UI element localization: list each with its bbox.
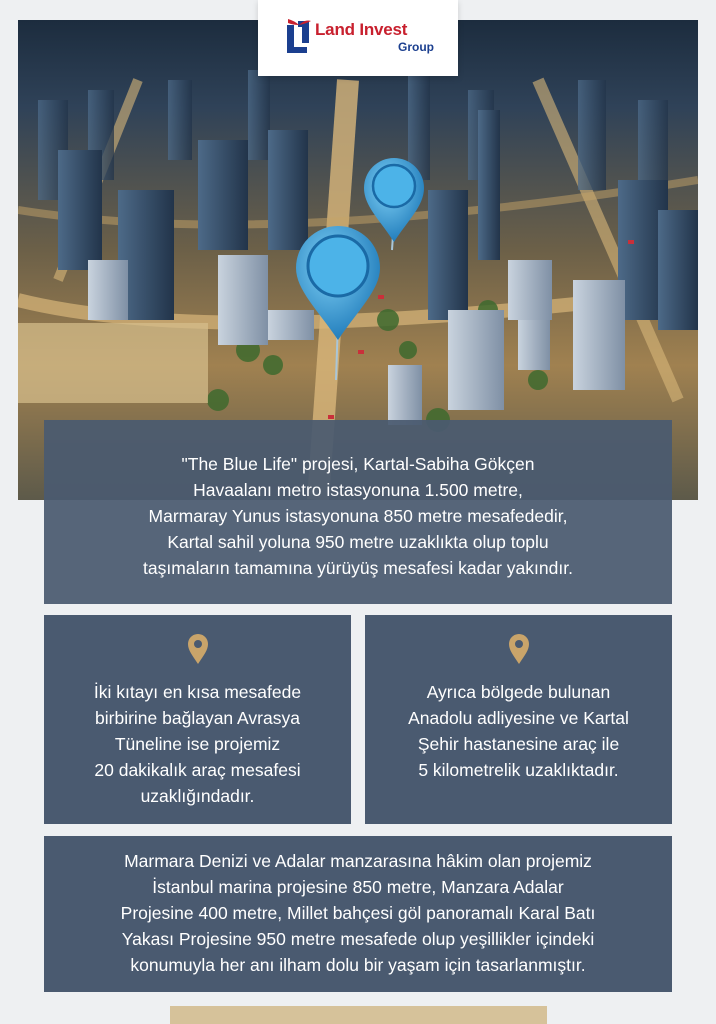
logo-title: Land Invest bbox=[315, 20, 408, 39]
location-pin-icon bbox=[187, 633, 209, 665]
logo-subtitle: Group bbox=[398, 40, 434, 54]
land-invest-logo-icon bbox=[285, 19, 311, 53]
card-text-line: Ayrıca bölgede bulunan bbox=[426, 682, 611, 702]
card-text-line: konumuyla her anı ilham dolu bir yaşam için tasarlanmıştır. bbox=[130, 955, 586, 975]
card-text-line: taşımaların tamamına yürüyüş mesafesi kadar yakındır. bbox=[143, 558, 573, 578]
card-text-line: Kartal sahil yoluna 950 metre uzaklıkta olup toplu bbox=[167, 532, 549, 552]
info-card-hospital bbox=[365, 615, 672, 824]
card-text-line: 5 kilometrelik uzaklıktadır. bbox=[418, 760, 619, 780]
info-card-transport bbox=[44, 420, 672, 604]
card-text-line: Havaalanı metro istasyonuna 1.500 metre, bbox=[193, 480, 523, 500]
card-text-line: uzaklığındadır. bbox=[140, 786, 255, 806]
decorative-overlay bbox=[18, 323, 208, 403]
card-text-line: 20 dakikalık araç mesafesi bbox=[94, 760, 301, 780]
card-text-line: Tüneline ise projemiz bbox=[114, 734, 281, 754]
footer-accent-bar bbox=[170, 1006, 547, 1024]
card-text-line: Anadolu adliyesine ve Kartal bbox=[408, 708, 629, 728]
card-text-line: İki kıtayı en kısa mesafede bbox=[93, 682, 302, 702]
info-card-view bbox=[44, 836, 672, 992]
card-text-line: Şehir hastanesine araç ile bbox=[417, 734, 620, 754]
card-text-line: Yakası Projesine 950 metre mesafede olup yeşillikler içindeki bbox=[121, 929, 595, 949]
card-text-line: Marmaray Yunus istasyonuna 850 metre mesafededir, bbox=[148, 506, 568, 526]
card-text-line: "The Blue Life" projesi, Kartal-Sabiha Gökçen bbox=[181, 454, 535, 474]
card-text-line: Marmara Denizi ve Adalar manzarasına hâkim olan projemiz bbox=[124, 851, 592, 871]
brand-logo bbox=[258, 0, 458, 76]
card-text-line: birbirine bağlayan Avrasya bbox=[95, 708, 300, 728]
map-pin-icon bbox=[364, 158, 424, 250]
location-pin-icon bbox=[508, 633, 530, 665]
card-text-line: İstanbul marina projesine 850 metre, Manzara Adalar bbox=[152, 877, 564, 897]
info-card-tunnel bbox=[44, 615, 351, 824]
card-text-line: Projesine 400 metre, Millet bahçesi göl panoramalı Karal Batı bbox=[120, 903, 596, 923]
